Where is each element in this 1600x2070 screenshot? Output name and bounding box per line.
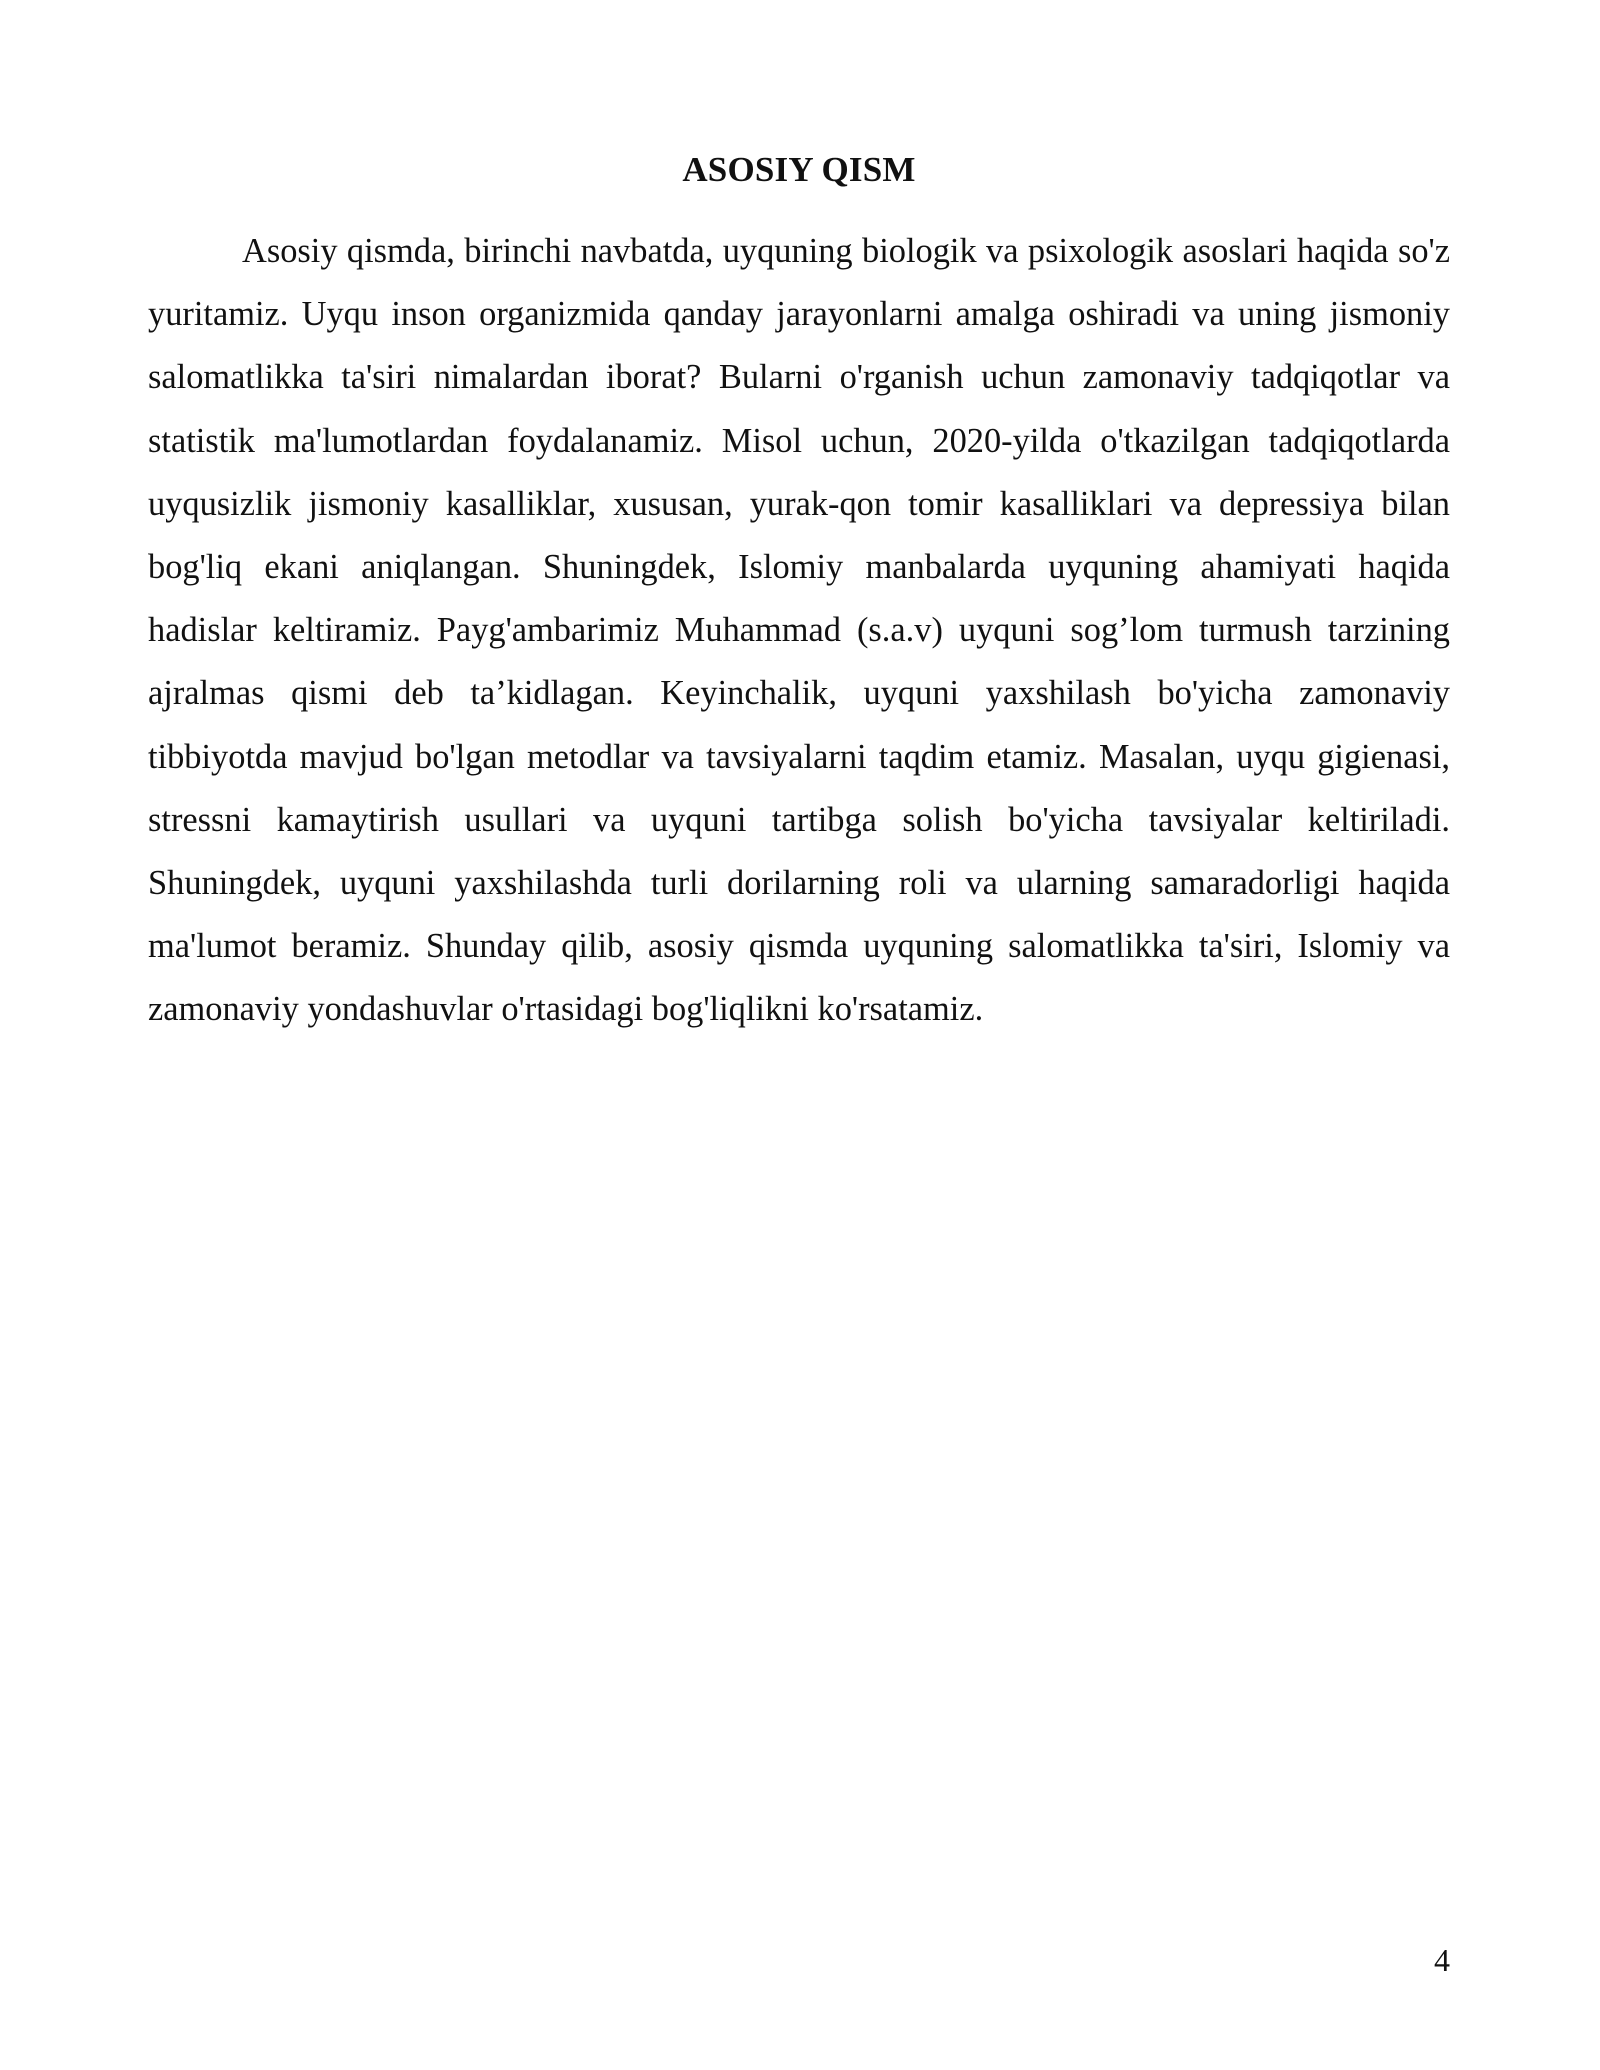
section-heading: ASOSIY QISM [682, 150, 916, 189]
page-number: 4 [1434, 1942, 1450, 1978]
body-paragraph: Asosiy qismda, birinchi navbatda, uyquning biologik va psixologik asoslari haqida so'z yuritamiz. Uyqu inson organizmida qanday jarayonlarni amalga oshiradi va uning jismoniy salomatlikka ta'siri nimalardan iborat? Bularni o'rganish uchun zamonaviy tadqiqotlar va statistik ma'lumotlardan foydalanamiz. Misol uchun, 2020-yilda o'tkazilgan tadqiqotlarda uyqusizlik jismoniy kasalliklar, xususan, yurak-qon tomir kasalliklari va depressiya bilan bog'liq ekani aniqlangan. Shuningdek, Islomiy manbalarda uyquning ahamiyati haqida hadislar keltiramiz. Payg'ambarimiz Muhammad (s.a.v) uyquni sog’lom turmush tarzining ajralmas qismi deb ta’kidlagan. Keyinchalik, uyquni yaxshilash bo'yicha zamonaviy tibbiyotda mavjud bo'lgan metodlar va tavsiyalarni taqdim etamiz. Masalan, uyqu gigienasi, stressni kamaytirish usullari va uyquni tartibga solish bo'yicha tavsiyalar keltiriladi. Shuningdek, uyquni yaxshilashda turli dorilarning roli va ularning samaradorligi haqida ma'lumot beramiz. Shunday qilib, asosiy qismda uyquning salomatlikka ta'siri, Islomiy va zamonaviy yondashuvlar o'rtasidagi bog'liqlikni ko'rsatamiz. [148, 232, 1450, 1029]
